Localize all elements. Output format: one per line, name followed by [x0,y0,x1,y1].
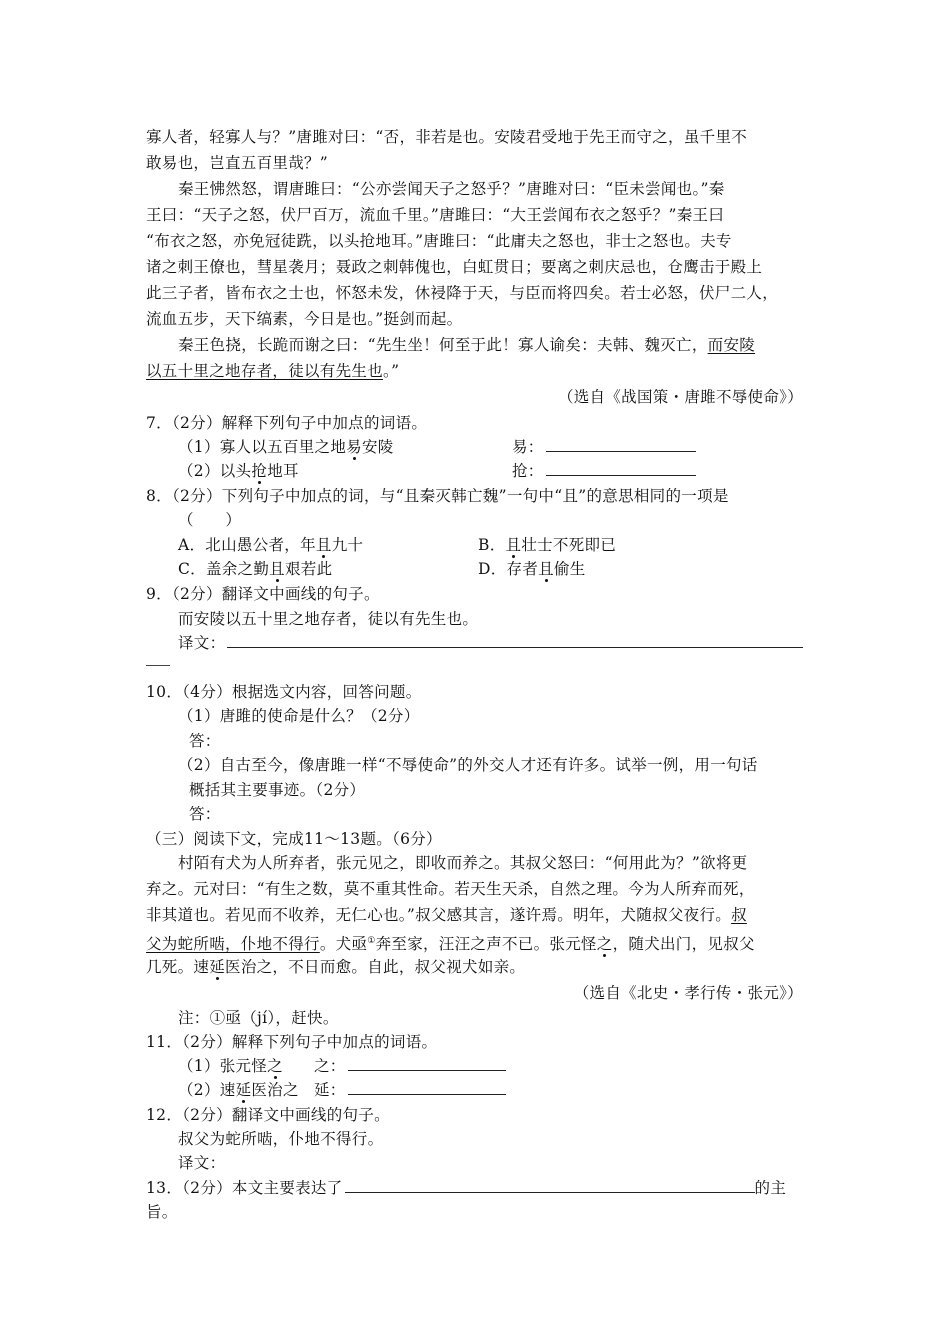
passage-text: 。” [383,362,400,380]
question-9-sentence: 而安陵以五十里之地存者，徒以有先生也。 [178,610,479,628]
answer-field[interactable] [314,1054,506,1078]
question-13-cont: 旨。 [146,1203,178,1221]
translation-field[interactable] [178,631,803,655]
passage-source: （选自《北史・孝行传・张元》） [573,984,803,1002]
passage-line: 流血五步，天下缟素，今日是也。”挺剑而起。 [146,310,463,328]
question-11-item-2: （2）速延医治之 [178,1081,299,1099]
dotted-word: 易 [346,438,362,456]
passage-line: “布衣之怒，亦免冠徒跣，以头抢地耳。”唐雎曰：“此庸夫之怒也，非士之怒也。夫专 [146,232,732,250]
answer-blank[interactable] [348,1054,506,1071]
question-12-sentence: 叔父为蛇所啮，仆地不得行。 [178,1130,384,1148]
answer-blank[interactable] [546,435,696,452]
question-7-item-2: （2）以头抢地耳 [178,462,299,480]
question-10-item-2: （2）自古至今，像唐雎一样“不辱使命”的外交人才还有许多。试举一例，用一句话 [178,756,758,774]
passage-line: 村陌有犬为人所弃者，张元见之，即收而养之。其叔父怒曰：“何用此为？”欲将更 [178,854,748,872]
answer-blank[interactable] [348,1078,506,1095]
passage-line: 王曰：“天子之怒，伏尸百万，流血千里。”唐雎曰：“大王尝闻布衣之怒乎？”秦王曰 [146,206,725,224]
dotted-word: 延 [235,1081,252,1099]
dotted-word: 抢 [251,462,268,480]
question-10-item-2-cont: 概括其主要事迹。（2分） [189,781,366,799]
answer-field[interactable] [512,459,696,483]
dotted-word: 且 [269,560,285,578]
answer-label[interactable]: 译文： [178,1154,226,1172]
question-10-heading: 10．（4分）根据选文内容，回答问题。 [146,683,422,701]
underlined-sentence: 叔 [731,906,747,924]
footnote: 注：①亟（jí），赶快。 [178,1009,339,1027]
question-11-item-1: （1）张元怪之 [178,1057,283,1075]
question-12-heading: 12．（2分）翻译文中画线的句子。 [146,1106,390,1124]
answer-blank[interactable] [227,631,803,648]
question-7-heading: 7．（2分）解释下列句子中加点的词语。 [146,414,428,432]
question-8-heading: 8．（2分）下列句子中加点的词，与“且秦灭韩亡魏”一句中“且”的意思相同的一项是 [146,487,729,505]
line-continuation [146,665,170,666]
question-13-heading: 13．（2分）本文主要表达了 的主 [146,1176,786,1200]
answer-label: 易： [512,438,544,456]
passage-source: （选自《战国策・唐雎不辱使命》） [557,388,803,406]
answer-label: 延： [314,1081,346,1099]
answer-parentheses[interactable]: （ ） [178,511,242,529]
answer-label[interactable]: 答： [189,732,221,750]
answer-label: 译文： [178,634,226,652]
option-b[interactable]: B．且壮士不死即已 [478,536,617,554]
answer-blank[interactable] [546,459,696,476]
question-9-heading: 9．（2分）翻译文中画线的句子。 [146,585,380,603]
underlined-sentence: 而安陵 [707,336,756,354]
dotted-word: 之 [596,935,613,954]
passage-line: 敢易也，岂直五百里哉？” [146,154,329,172]
question-11-heading: 11．（2分）解释下列句子中加点的词语。 [146,1033,438,1051]
option-d[interactable]: D．存者且偷生 [478,560,586,578]
passage-line: 此三子者，皆布衣之士也，怀怒未发，休祲降于天，与臣而将四矣。若士必怒，伏尸二人， [146,284,779,302]
option-c[interactable]: C．盖余之勤且艰若此 [178,560,333,578]
passage-line [146,359,399,383]
answer-blank[interactable] [345,1176,755,1193]
question-10-item-1: （1）唐雎的使命是什么？（2分） [178,707,420,725]
dotted-word: 且 [315,536,332,554]
answer-label: 抢： [512,462,544,480]
passage-line: 弃之。元对曰：“有生之数，莫不重其性命。若天生天杀，自然之理。今为人所弃而死， [146,880,755,898]
dotted-word: 之 [267,1057,283,1075]
dotted-word: 延 [209,958,226,976]
passage-line: 非其道也。若见而不收养，无仁心也。”叔父感其言，遂许焉。明年，犬随叔父夜行。叔 [146,906,747,924]
underlined-sentence: 父为蛇所啮，仆地不得行 [146,935,320,954]
question-7-item-1: （1）寡人以五百里之地易安陵 [178,438,394,456]
option-a[interactable]: A．北山愚公者，年且九十 [178,536,364,554]
passage-line: 几死。速延医治之，不日而愈。自此，叔父视犬如亲。 [146,958,526,976]
dotted-word: 且 [538,560,554,578]
passage-line [178,333,755,357]
underlined-sentence: 以五十里之地存者，徒以有先生也 [146,362,384,380]
passage-line: 秦王怫然怒，谓唐雎曰：“公亦尝闻天子之怒乎？”唐雎对曰：“臣未尝闻也。”秦 [178,180,725,198]
answer-field[interactable] [512,435,696,459]
section-heading: （三）阅读下文，完成11～13题。（6分） [146,830,442,848]
footnote-marker: ① [367,936,376,946]
answer-label[interactable]: 答： [189,805,221,823]
passage-line: 父为蛇所啮，仆地不得行。犬亟①奔至家，汪汪之声不已。张元怪之，随犬出门，见叔父 [146,935,755,954]
answer-field[interactable] [314,1078,506,1102]
passage-line: 寡人者，轻寡人与？”唐雎对曰：“否，非若是也。安陵君受地于先王而守之，虽千里不 [146,128,748,146]
dotted-word: 且 [505,536,522,554]
answer-label: 之： [314,1057,346,1075]
passage-text: 秦王色挠，长跪而谢之曰：“先生坐！何至于此！寡人谕矣：夫韩、魏灭亡， [178,336,708,354]
passage-line: 诸之刺王僚也，彗星袭月；聂政之刺韩傀也，白虹贯日；要离之刺庆忌也，仓鹰击于殿上 [146,258,763,276]
